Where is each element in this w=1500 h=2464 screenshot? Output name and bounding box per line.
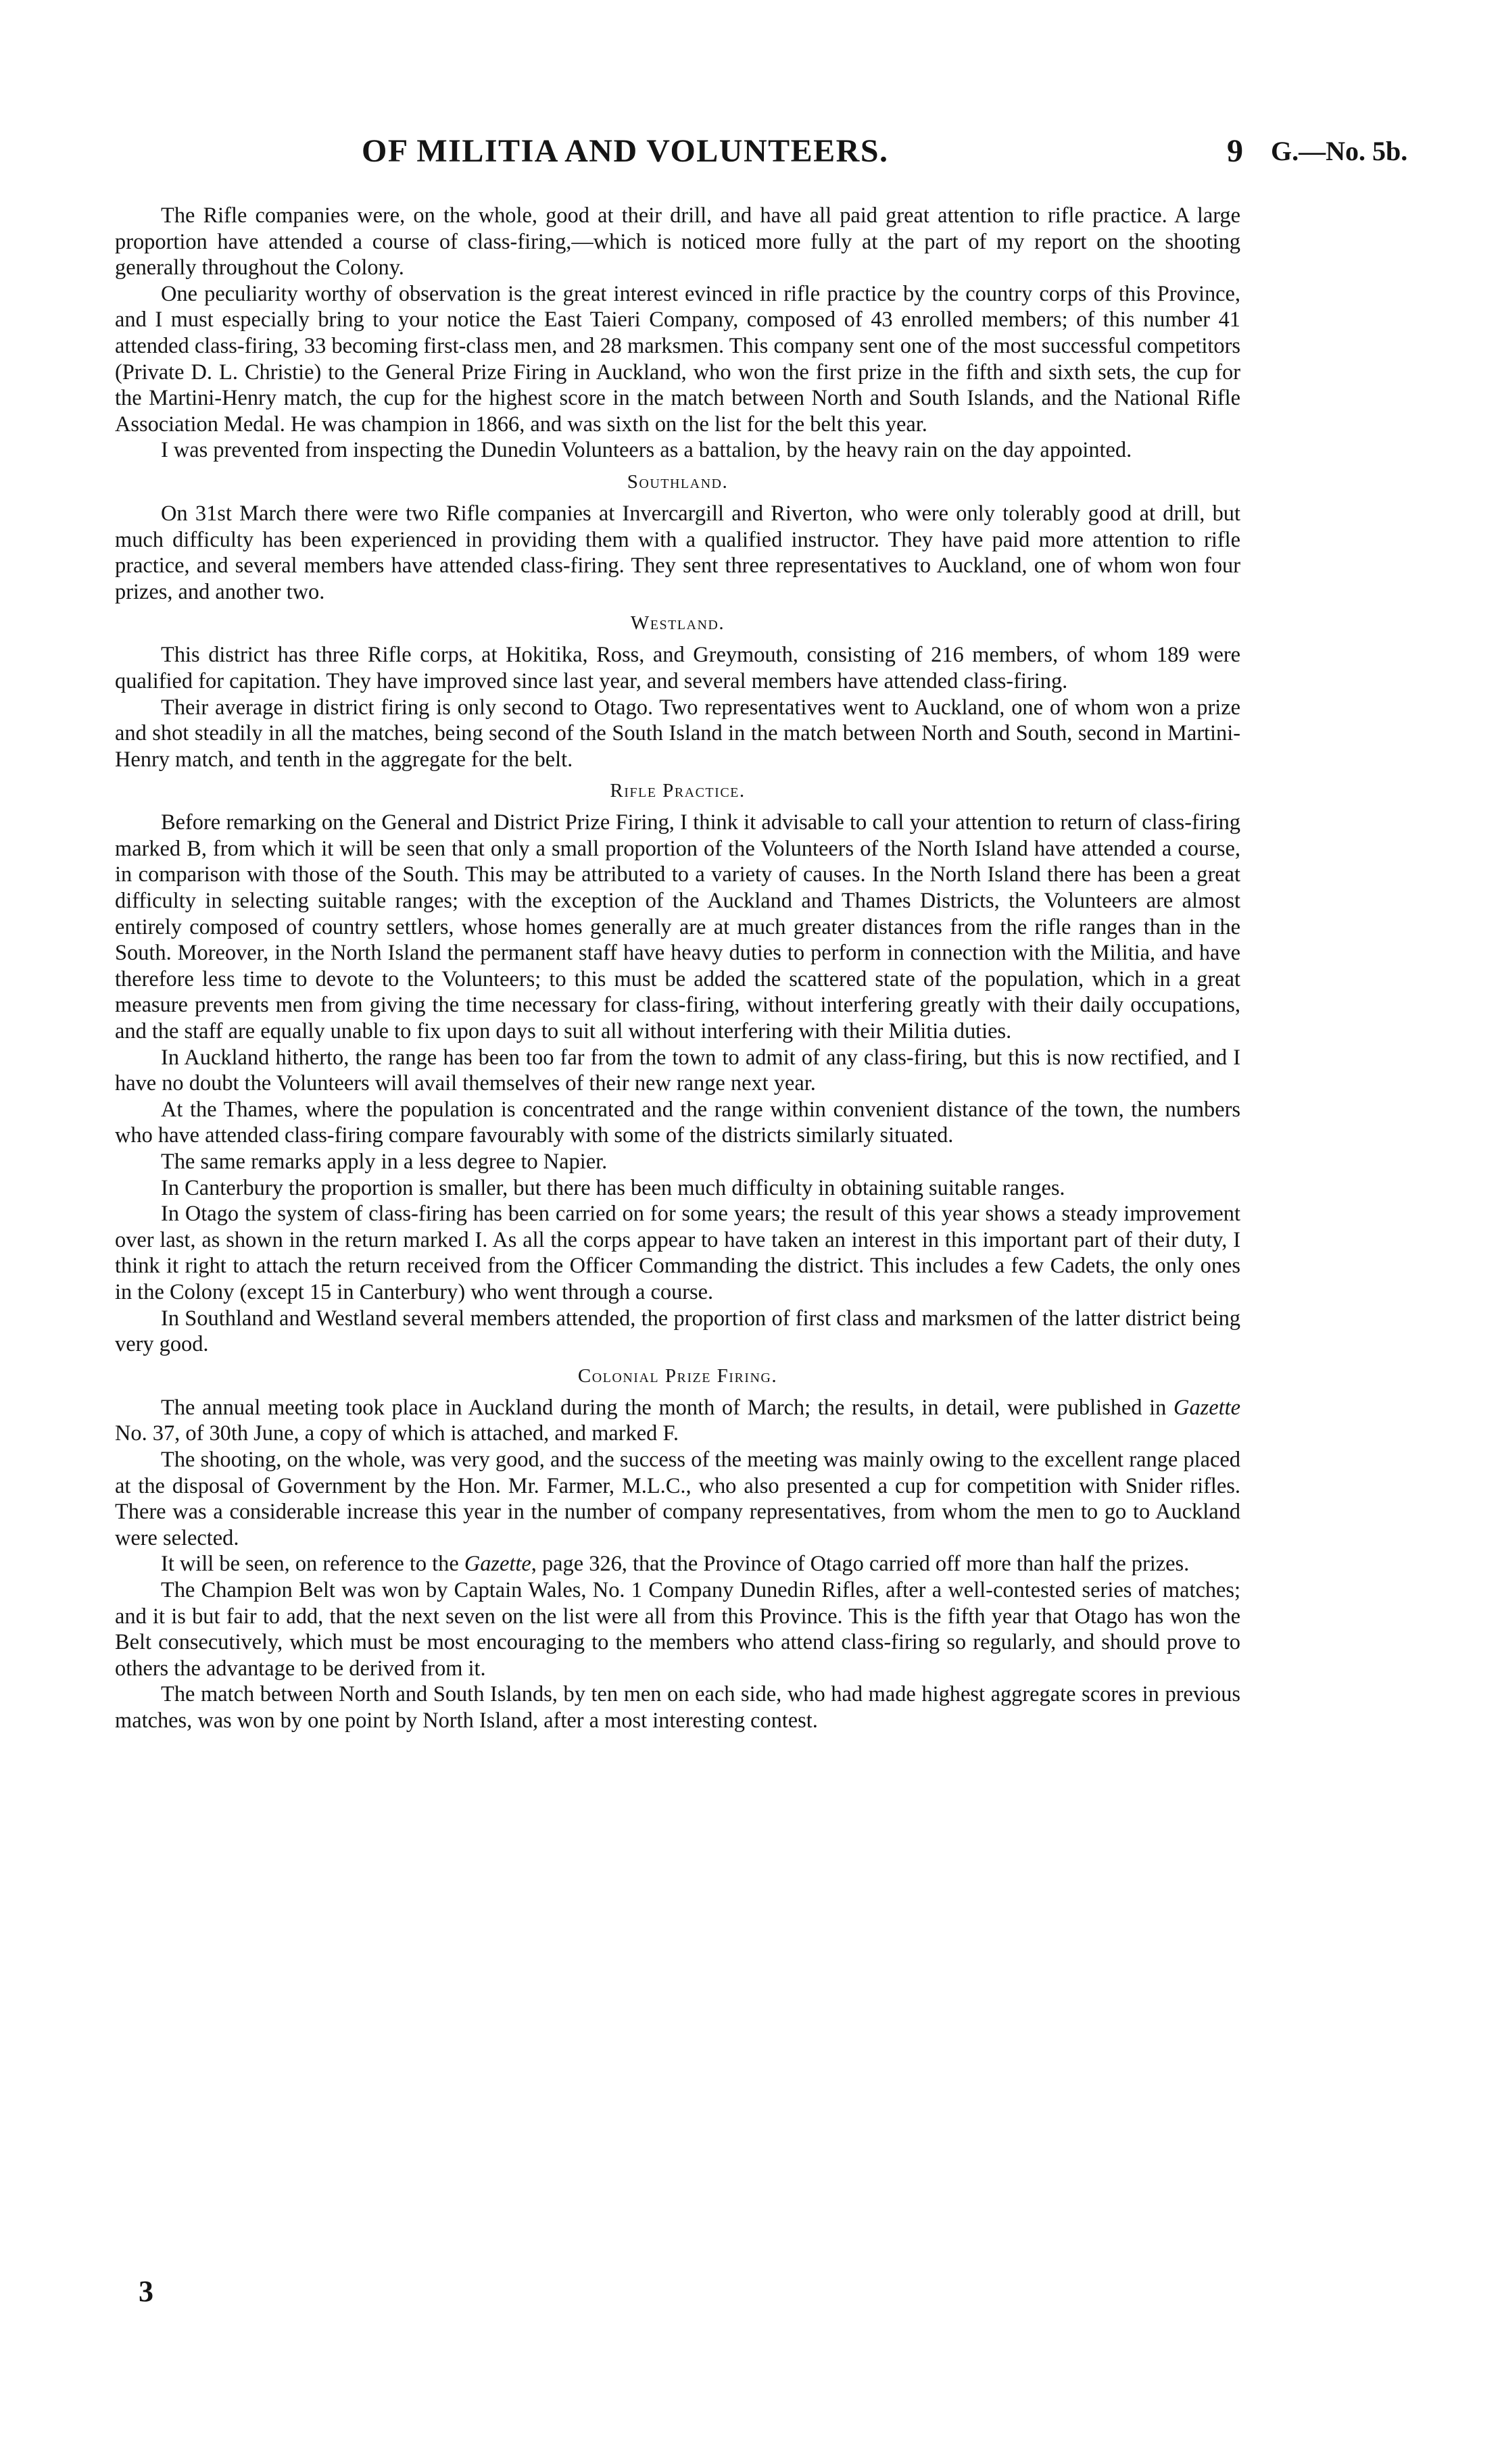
paragraph-shooting-quality: The shooting, on the whole, was very good, and the success of the meeting was mainly owing to the excellent range placed at the disposal of Government by the Hon. Mr. Farmer, M.L.C., who also presented a cup for competition with Snider rifles. There was a considerable increase this year in the number of company representatives, from whom the men to go to Auckland were selected.	[115, 1447, 1240, 1550]
paragraph-westland-average: Their average in district firing is only second to Otago. Two representatives went to Auckland, one of whom won a prize and shot steadily in all the matches, being second of the South Island in the match between North and South, second in Martini-Henry match, and tenth in the aggregate for the belt.	[115, 695, 1240, 772]
heading-westland: Westland.	[630, 612, 725, 635]
page-header	[0, 132, 1500, 180]
gazette-title: Gazette	[464, 1552, 531, 1577]
paragraph-southland-westland: In Southland and Westland several members attended, the proportion of first class and marksmen of the latter district being very good.	[115, 1306, 1240, 1357]
paragraph-champion-belt: The Champion Belt was won by Captain Wales, No. 1 Company Dunedin Rifles, after a well-contested series of matches; and it is but fair to add, that the next seven on the list were all from this Province. This is the fifth year that Otago has won the Belt consecutively, which must be most encouraging to the members who attend class-firing so regularly, and should prove to others the advantage to be derived from it.	[115, 1577, 1240, 1681]
report-body	[115, 203, 1240, 1733]
heading-colonial-prize-firing: Colonial Prize Firing.	[577, 1364, 778, 1387]
otago-prizes-text-start: It will be seen, on reference to the	[161, 1552, 464, 1577]
paragraph-otago-prizes	[115, 1551, 1240, 1577]
paragraph-westland-corps: This district has three Rifle corps, at Hokitika, Ross, and Greymouth, consisting of 216 members, of whom 189 were qualified for capitation. They have improved since last year, and several members have attended class-firing.	[115, 643, 1240, 693]
paragraph-rifle-companies: The Rifle companies were, on the whole, good at their drill, and have all paid great attention to rifle practice. A large proportion have attended a course of class-firing,—which is noticed more fully at the part of my report on the shooting generally throughout the Colony.	[115, 203, 1240, 280]
gazette-title: Gazette	[1174, 1395, 1240, 1420]
signature-mark: 3	[139, 2275, 153, 2308]
paragraph-annual-meeting	[115, 1395, 1240, 1447]
running-title: OF MILITIA AND VOLUNTEERS.	[362, 133, 889, 169]
page-number: 9	[1227, 133, 1243, 169]
otago-prizes-text-end: , page 326, that the Province of Otago carried off more than half the prizes.	[531, 1552, 1190, 1577]
annual-meeting-text-start: The annual meeting took place in Auckland during the month of March; the results, in detail, were published in	[161, 1395, 1174, 1420]
paragraph-canterbury: In Canterbury the proportion is smaller, but there has been much difficulty in obtaining suitable ranges.	[161, 1175, 1065, 1200]
paragraph-southland: On 31st March there were two Rifle companies at Invercargill and Riverton, who were only tolerably good at drill, but much difficulty has been experienced in providing them with a qualified instructor. They have paid more attention to rifle practice, and several members have attended class-firing. They sent three representatives to Auckland, one of whom won four prizes, and another two.	[115, 501, 1240, 604]
paragraph-thames: At the Thames, where the population is concentrated and the range within convenient distance of the town, the numbers who have attended class-firing compare favourably with some of the districts similarly situated.	[115, 1097, 1240, 1148]
paragraph-class-firing-return: Before remarking on the General and District Prize Firing, I think it advisable to call your attention to return of class-firing marked B, from which it will be seen that only a small proportion of the Volunteers of the North Island have attended a course, in comparison with those of the South. This may be attributed to a variety of causes. In the North Island there has been a great difficulty in selecting suitable ranges; with the exception of the Auckland and Thames Districts, the Volunteers are almost entirely composed of country settlers, whose homes generally are at much greater distances from the rifle ranges than in the South. Moreover, in the North Island the permanent staff have heavy duties to perform in connection with the Militia, and have therefore less time to devote to the Volunteers; to this must be added the scattered state of the population, which in a great measure prevents men from giving the time necessary for class-firing, without interfering greatly with their daily occupations, and the staff are equally unable to fix upon days to suit all without interfering with their Militia duties.	[115, 810, 1240, 1044]
paragraph-north-south-match: The match between North and South Islands, by ten men on each side, who had made highest aggregate scores in previous matches, was won by one point by North Island, after a most interesting contest.	[115, 1682, 1240, 1733]
paragraph-east-taieri: One peculiarity worthy of observation is the great interest evinced in rifle practice by the country corps of this Province, and I must especially bring to your notice the East Taieri Company, composed of 43 enrolled members; of this number 41 attended class-firing, 33 becoming first-class men, and 28 marksmen. This company sent one of the most successful competitors (Private D. L. Christie) to the General Prize Firing in Auckland, who won the first prize in the fifth and sixth sets, the cup for the Martini-Henry match, the cup for the highest score in the match between North and South Islands, and the National Rifle Association Medal. He was champion in 1866, and was sixth on the list for the belt this year.	[115, 281, 1240, 437]
heading-southland: Southland.	[627, 470, 729, 493]
annual-meeting-text-end: No. 37, of 30th June, a copy of which is attached, and marked F.	[115, 1421, 679, 1446]
paragraph-napier: The same remarks apply in a less degree to Napier.	[161, 1150, 608, 1174]
paragraph-auckland-range: In Auckland hitherto, the range has been too far from the town to admit of any class-firing, but this is now rectified, and I have no doubt the Volunteers will avail themselves of their new range next year.	[115, 1045, 1240, 1096]
paragraph-otago-class-firing: In Otago the system of class-firing has been carried on for some years; the result of this year shows a steady improvement over last, as shown in the return marked I. As all the corps appear to have taken an interest in this important part of their duty, I think it right to attach the return received from the Officer Commanding the district. This includes a few Cadets, the only ones in the Colony (except 15 in Canterbury) who went through a course.	[115, 1202, 1240, 1304]
paragraph-dunedin-inspection: I was prevented from inspecting the Dunedin Volunteers as a battalion, by the heavy rain on the day appointed.	[161, 438, 1132, 463]
document-reference: G.—No. 5b.	[1271, 136, 1408, 166]
heading-rifle-practice: Rifle Practice.	[610, 780, 746, 802]
